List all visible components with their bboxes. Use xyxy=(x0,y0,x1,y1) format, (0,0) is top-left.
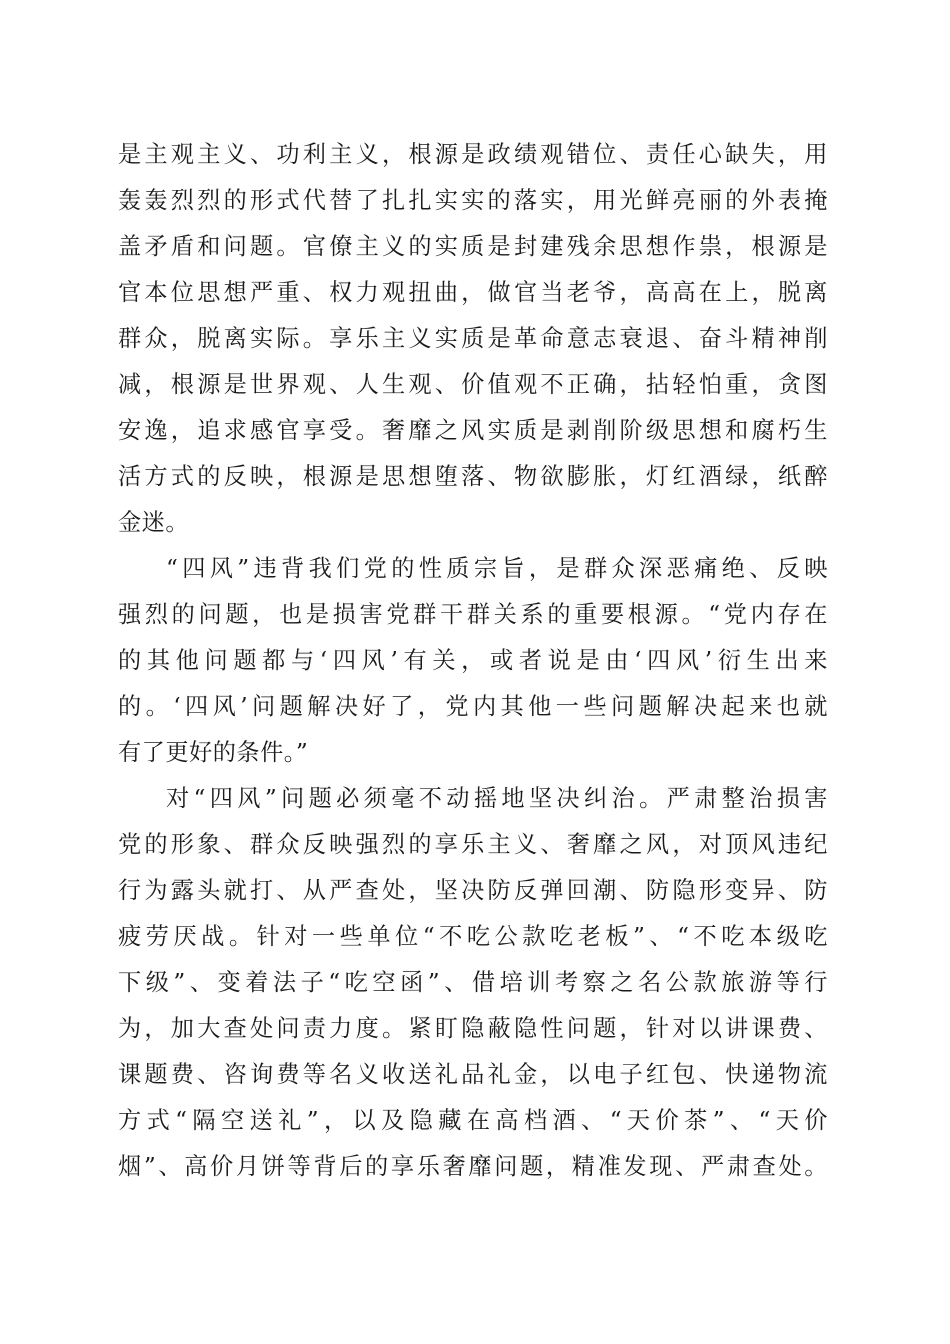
text-line: 的。‘四风’问题解决好了，党内其他一些问题解决起来也就 xyxy=(118,693,828,720)
text-line: 群众，脱离实际。享乐主义实质是革命意志衰退、奋斗精神削 xyxy=(118,325,828,352)
text-line: 轰轰烈烈的形式代替了扎扎实实的落实，用光鲜亮丽的外表掩 xyxy=(118,187,828,214)
paragraph-first-line: 对“四风”问题必须毫不动摇地坚决纠治。严肃整治损害 xyxy=(166,785,828,812)
text-line: 盖矛盾和问题。官僚主义的实质是封建残余思想作祟，根源是 xyxy=(118,233,828,260)
text-line: 课题费、咨询费等名义收送礼品礼金，以电子红包、快递物流 xyxy=(118,1061,828,1088)
text-line: 行为露头就打、从严查处，坚决防反弹回潮、防隐形变异、防 xyxy=(118,877,828,904)
text-line: 官本位思想严重、权力观扭曲，做官当老爷，高高在上，脱离 xyxy=(118,279,828,306)
text-line: 疲劳厌战。针对一些单位“不吃公款吃老板”、“不吃本级吃 xyxy=(118,923,828,950)
text-line: 方式“隔空送礼”，以及隐藏在高档酒、“天价茶”、“天价 xyxy=(118,1107,828,1134)
text-line: 党的形象、群众反映强烈的享乐主义、奢靡之风，对顶风违纪 xyxy=(118,831,828,858)
text-line: 烟”、高价月饼等背后的享乐奢靡问题，精准发现、严肃查处。 xyxy=(118,1153,828,1180)
text-line: 强烈的问题，也是损害党群干群关系的重要根源。“党内存在 xyxy=(118,601,828,628)
text-line: 金迷。 xyxy=(118,509,190,536)
text-line: 安逸，追求感官享受。奢靡之风实质是剥削阶级思想和腐朽生 xyxy=(118,417,828,444)
text-line: 是主观主义、功利主义，根源是政绩观错位、责任心缺失，用 xyxy=(118,141,828,168)
text-line: 活方式的反映，根源是思想堕落、物欲膨胀，灯红酒绿，纸醉 xyxy=(118,463,828,490)
text-line: 的其他问题都与‘四风’有关，或者说是由‘四风’衍生出来 xyxy=(118,647,828,674)
text-line: 下级”、变着法子“吃空函”、借培训考察之名公款旅游等行 xyxy=(118,969,828,996)
text-line: 为，加大查处问责力度。紧盯隐蔽隐性问题，针对以讲课费、 xyxy=(118,1015,828,1042)
paragraph-first-line: “四风”违背我们党的性质宗旨，是群众深恶痛绝、反映 xyxy=(166,555,828,582)
text-line: 减，根源是世界观、人生观、价值观不正确，拈轻怕重，贪图 xyxy=(118,371,828,398)
text-line: 有了更好的条件。” xyxy=(118,739,309,766)
